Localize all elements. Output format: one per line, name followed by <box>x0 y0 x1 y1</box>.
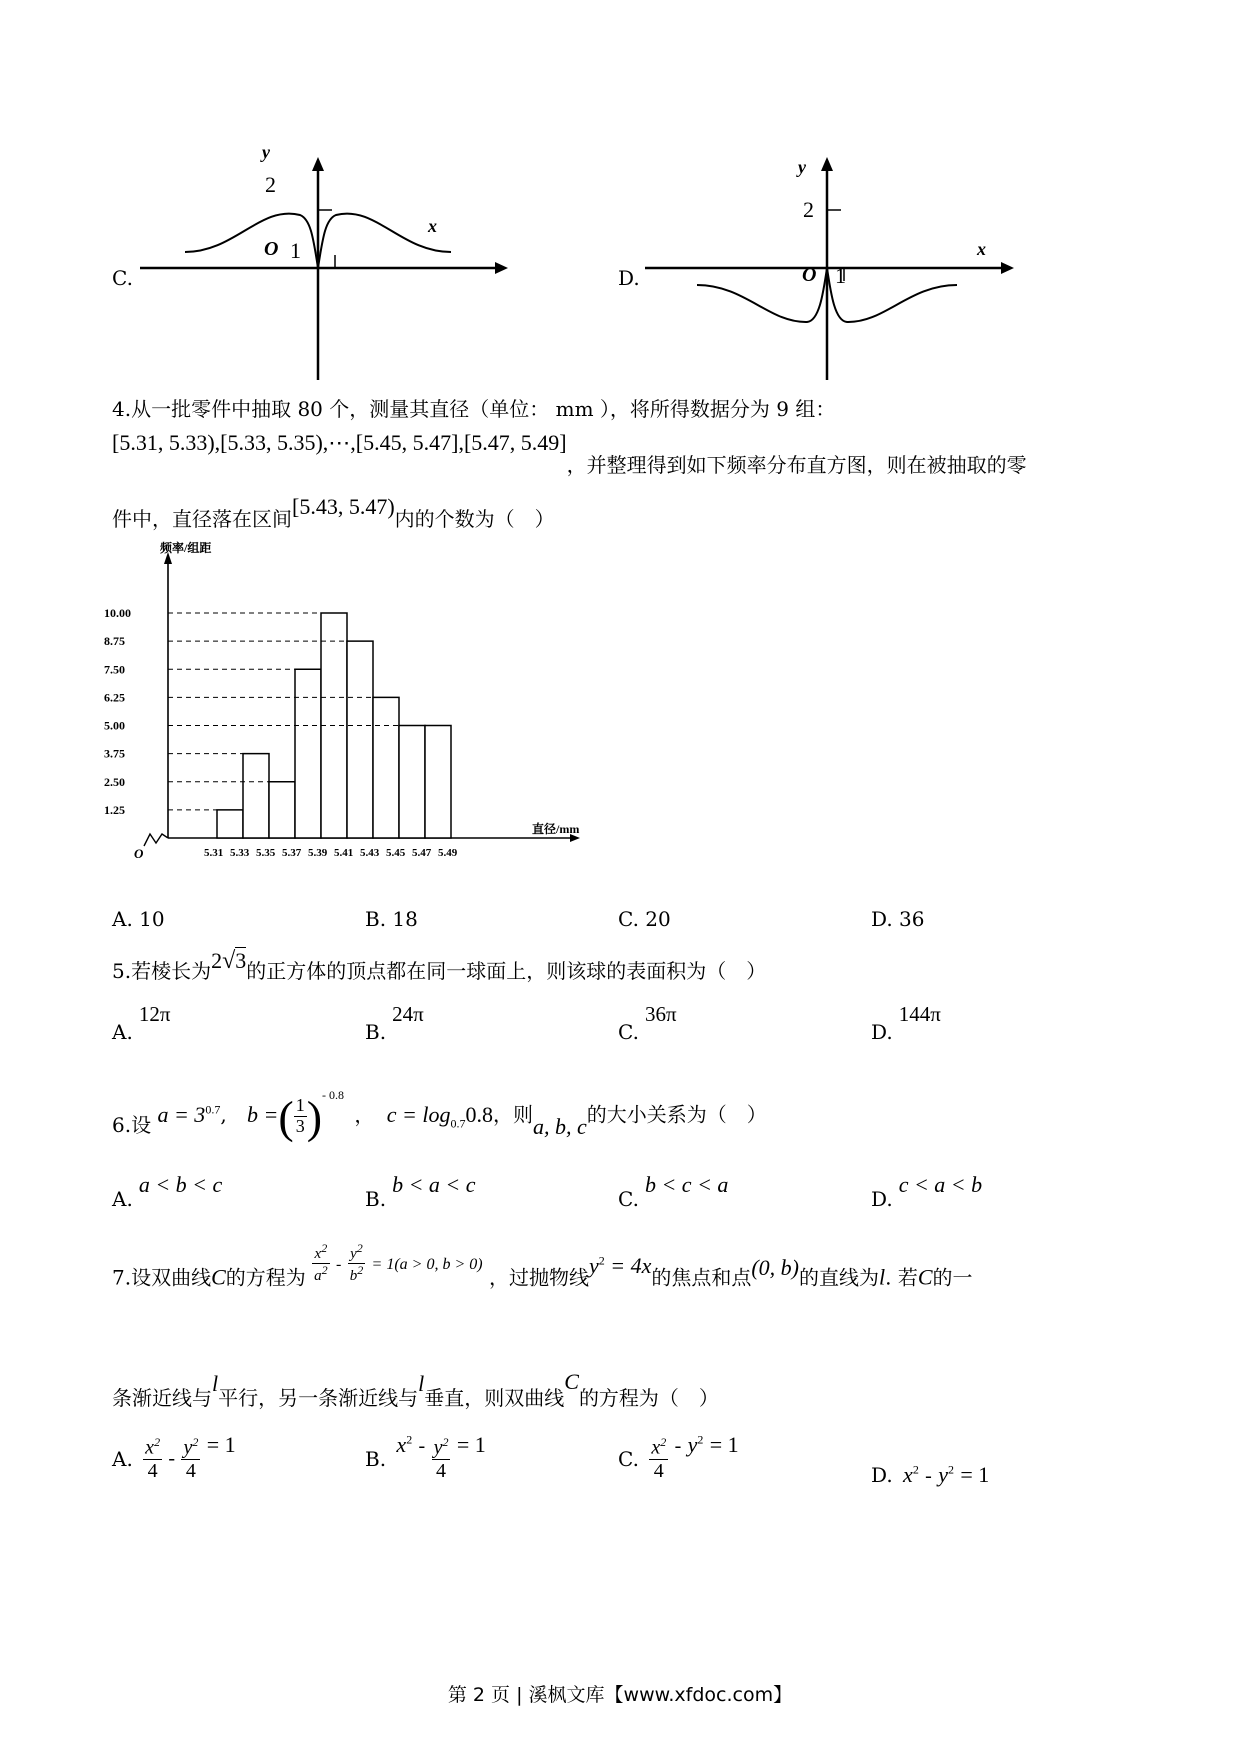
q6-option-d: D.c < a < b <box>871 1172 983 1211</box>
histogram-bar <box>217 810 243 838</box>
histogram-bar <box>425 726 451 839</box>
q6-option-a: A.a < b < c <box>112 1172 223 1211</box>
q4-line3: 件中，直径落在区间[5.43, 5.47)内的个数为（ ） <box>112 494 555 531</box>
q5-expr: 2√3 <box>211 948 247 974</box>
y-axis-title: 频率/组距 <box>160 541 212 555</box>
tick-2: 2 <box>803 197 814 222</box>
tick-1: 1 <box>290 238 301 263</box>
y-axis-arrow-icon <box>821 157 833 171</box>
x-tick-label: 5.35 <box>256 847 276 859</box>
y-tick-label: 1.25 <box>104 802 125 817</box>
x-tick-label: 5.45 <box>386 847 406 859</box>
q6-option-c: C.b < c < a <box>618 1172 729 1211</box>
axis-break <box>144 834 168 846</box>
q4-interval-ask: [5.43, 5.47) <box>292 494 395 519</box>
y-tick-label: 2.50 <box>104 774 125 789</box>
histogram-bar <box>243 754 269 838</box>
x-tick-label: 5.39 <box>308 847 328 859</box>
y-axis-arrow-icon <box>312 157 324 171</box>
y-tick-label: 6.25 <box>104 690 125 705</box>
origin-label: O <box>264 238 279 260</box>
q5-option-b: B.24π <box>365 1002 424 1044</box>
q4-line2 <box>112 427 1027 477</box>
y-tick-label: 5.00 <box>104 718 125 733</box>
q7-hyperbola-eq: $\frac{x^2}{a^2}$ - $\frac{y^2}{b^2}$ = 1(a > 0, b > 0) <box>314 1241 483 1284</box>
q4-option-c: C. 20 <box>618 907 671 931</box>
histogram-bar <box>347 641 373 838</box>
x-tick-label: 5.31 <box>204 847 224 859</box>
x-tick-label: 5.33 <box>230 847 250 859</box>
x-label: x <box>428 216 437 236</box>
q5-option-d: D.144π <box>871 1002 941 1044</box>
option-d-label: D. <box>618 266 640 290</box>
y-tick-label: 8.75 <box>104 634 125 649</box>
x-tick-label: 5.37 <box>282 847 302 859</box>
y-label: y <box>798 157 806 177</box>
q4-line1: 4.从一批零件中抽取 80 个，测量其直径（单位： mm ），将所得数据分为 9 组： <box>112 397 836 421</box>
origin-label: O <box>134 846 144 861</box>
option-c-label: C. <box>112 266 133 290</box>
q6-vars: a, b, c <box>533 1113 587 1139</box>
y-tick-label: 10.00 <box>104 606 131 620</box>
q6-c-def: $c = \log_{0.7}0.8$ <box>386 1101 493 1130</box>
q7-stem-line2: 条渐近线与l平行，另一条渐近线与l垂直，则双曲线C的方程为（ ） <box>112 1369 719 1410</box>
y-tick-label: 7.50 <box>104 662 125 677</box>
graph-d <box>645 155 1015 385</box>
q7-option-a: A. $\frac{x^2}{4}$ - $\frac{y^2}{4}$ = 1 <box>112 1432 236 1482</box>
q5-option-a: A.12π <box>112 1002 171 1044</box>
y-tick-label: 3.75 <box>104 746 125 761</box>
x-tick-label: 5.49 <box>438 847 458 859</box>
histogram-chart <box>100 540 600 860</box>
histogram-bar <box>295 669 321 838</box>
histogram-bar <box>269 782 295 838</box>
q7-parabola: $y^2 = 4x$ <box>588 1252 652 1278</box>
x-tick-label: 5.41 <box>334 847 354 859</box>
x-axis-arrow-icon <box>495 262 508 274</box>
page-footer: 第 2 页 | 溪枫文库【www.xfdoc.com】 <box>447 1684 793 1706</box>
x-axis-title: 直径/mm <box>532 822 580 836</box>
y-label: y <box>262 142 270 162</box>
q7-option-b: B. $x^2$ - $\frac{y^2}{4}$ = 1 <box>365 1432 486 1482</box>
x-axis-arrow-icon <box>1001 262 1014 274</box>
q5-option-c: C.36π <box>618 1002 677 1044</box>
q4-option-b: B. 18 <box>365 907 418 931</box>
x-label: x <box>977 239 986 259</box>
q5-stem: 5.若棱长为2√3的正方体的顶点都在同一球面上，则该球的表面积为（ ） <box>112 948 767 983</box>
q4-intervals: [5.31, 5.33),[5.33, 5.35),⋯,[5.45, 5.47],[5.47, 5.49] <box>112 430 567 455</box>
graph-c <box>140 142 510 385</box>
q6-a-def: $a = 3^{0.7}$ <box>157 1101 221 1127</box>
x-tick-label: 5.43 <box>360 847 380 859</box>
tick-2: 2 <box>265 172 276 197</box>
origin-label: O <box>802 264 817 286</box>
q4-option-d: D. 36 <box>871 907 925 931</box>
q7-option-d: D. $x^2 - y^2 = 1$ <box>871 1462 990 1487</box>
q6-stem: 6.设 $a = 3^{0.7}$, b =( $\frac{1}{3}$ )$^{- 0.8}$ ， $c = \log_{0.7}0.8$，则a, b, c的大小关系为（ ） <box>112 1088 767 1142</box>
tick-1: 1 <box>835 263 846 288</box>
x-tick-label: 5.47 <box>412 847 432 859</box>
histogram-bar <box>373 697 399 838</box>
q7-stem-line1: 7.设双曲线C的方程为 $\frac{x^2}{a^2}$ - $\frac{y^2}{b^2}$ = 1(a > 0, b > 0) ，过抛物线$y^2 = 4x$的焦点和点(0, b)的直线为l. 若C的一 <box>112 1241 973 1290</box>
q6-b-def: b =( $\frac{1}{3}$ )$^{- 0.8}$ <box>247 1088 345 1142</box>
histogram-bar <box>399 726 425 839</box>
q7-option-c: C. $\frac{x^2}{4}$ - $y^2 = 1$ <box>618 1432 739 1482</box>
q4-option-a: A. 10 <box>112 907 165 931</box>
q4-line2-tail: ，并整理得到如下频率分布直方图，则在被抽取的零 <box>566 453 1027 477</box>
q6-option-b: B.b < a < c <box>365 1172 476 1211</box>
